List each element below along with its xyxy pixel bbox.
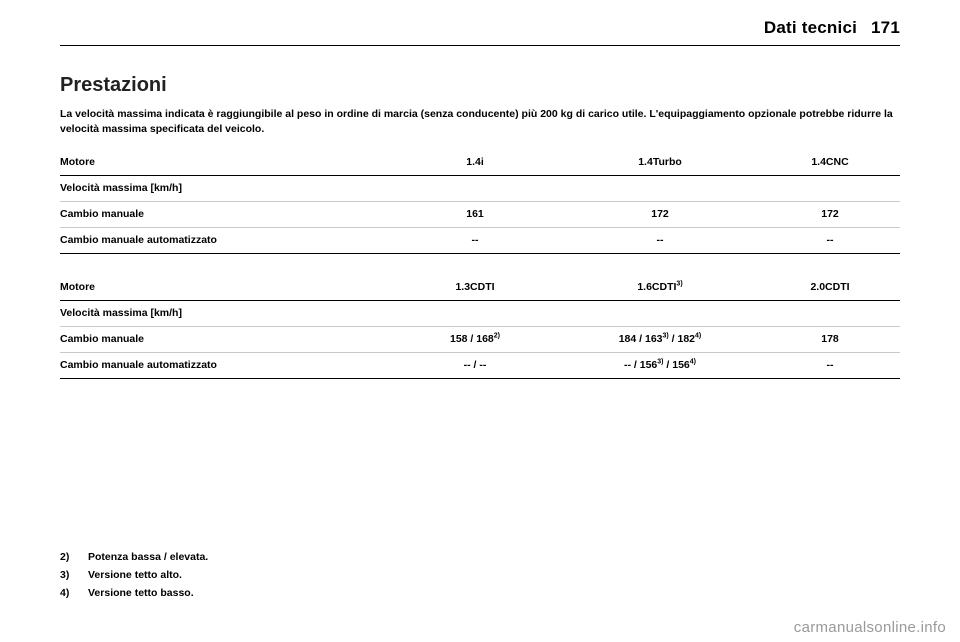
row-value-3: 172 [760,202,900,228]
row-value-1: 161 [390,202,560,228]
footnote-ref: 3) [676,280,683,288]
footnotes-block [60,548,560,602]
column-header-engine: Motore [60,275,390,301]
row-label: Cambio manuale automatizzato [60,353,390,379]
row-value-2 [560,176,760,202]
footnote-item [60,584,560,602]
table-row [60,353,900,379]
footnote-item [60,548,560,566]
footnote-ref: 2) [493,332,501,340]
row-value-3: 178 [760,327,900,353]
performance-table-petrol [60,150,900,254]
column-header-engine-1: 1.4i [390,150,560,176]
footnote-ref: 3) [657,358,664,366]
table-row [60,327,900,353]
footnote-ref: 4) [695,332,702,340]
row-label: Cambio manuale [60,202,390,228]
footnote-marker: 2) [60,551,70,563]
row-value-2: -- [560,228,760,254]
intro-paragraph: La velocità massima indicata è raggiungibile al peso in ordine di marcia (senza conducente) più 200 kg di carico utile. L'equipaggiamento opzionale potrebbe ridurre la velocità massima specificata del veicolo. [60,108,893,135]
table-row [60,202,900,228]
footnote-text: Versione tetto alto. [88,569,182,581]
column-header-engine: Motore [60,150,390,176]
column-header-engine-1: 1.3CDTI [390,275,560,301]
footnote-text: Potenza bassa / elevata. [88,551,209,563]
footnote-text: Versione tetto basso. [88,587,194,599]
page-title: Prestazioni [60,74,167,96]
header-divider [60,45,900,46]
table-row [60,301,900,327]
row-value-1: 158 / 168$^{2)}$ [390,327,560,353]
header-page-number: 171 [871,18,900,37]
column-header-engine-2: 1.4Turbo [560,150,760,176]
footnote-marker: 3) [60,569,70,581]
page-header [60,18,900,38]
row-value-1 [390,301,560,327]
row-value-2: 184 / 163$^{3)}$ / 182$^{4)}$ [560,327,760,353]
footnote-ref: 3) [662,332,669,340]
header-chapter-title: Dati tecnici [763,18,858,37]
row-label: Velocità massima [km/h] [60,301,390,327]
table-header-row [60,150,900,176]
performance-table-diesel [60,275,900,379]
row-value-3 [760,176,900,202]
row-value-3 [760,301,900,327]
row-value-3: -- [760,353,900,379]
table-row [60,228,900,254]
row-value-1: -- / -- [390,353,560,379]
row-value-1: -- [390,228,560,254]
footnote-marker: 4) [60,587,70,599]
row-value-2 [560,301,760,327]
footnote-ref: 4) [689,358,696,366]
row-value-2: 172 [560,202,760,228]
row-label: Cambio manuale [60,327,390,353]
row-value-1 [390,176,560,202]
table-header-row [60,275,900,301]
column-header-engine-3: 1.4CNC [760,150,900,176]
row-value-2: -- / 156$^{3)}$ / 156$^{4)}$ [560,353,760,379]
row-label: Velocità massima [km/h] [60,176,390,202]
column-header-engine-3: 2.0CDTI [760,275,900,301]
column-header-engine-2: 1.6CDTI$^{3)}$ [560,275,760,301]
row-value-3: -- [760,228,900,254]
table-row [60,176,900,202]
row-label: Cambio manuale automatizzato [60,228,390,254]
watermark: carmanualsonline.info [793,619,946,636]
footnote-item [60,566,560,584]
